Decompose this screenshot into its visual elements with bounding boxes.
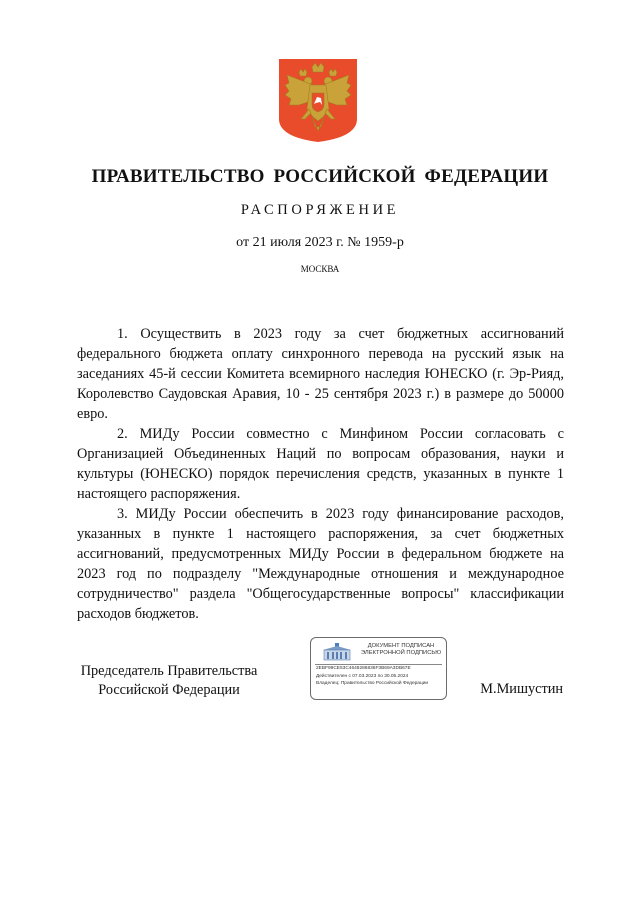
document-city: МОСКВА [300,264,340,274]
esig-title: ДОКУМЕНТ ПОДПИСАН ЭЛЕКТРОННОЙ ПОДПИСЬЮ [360,643,442,656]
paragraph-2: 2. МИДу России совместно с Минфином России согласовать с Организацией Объединенных Наций по вопросам образования, науки и культуры (ЮНЕСКО) порядок перечисления средств, указанных в пункте 1 настоящего распоряжения. [77,426,564,502]
esig-divider [315,664,442,665]
document-body [77,324,564,624]
electronic-signature-stamp [310,637,447,700]
government-title: ПРАВИТЕЛЬСТВО РОССИЙСКОЙ ФЕДЕРАЦИИ [91,166,549,187]
document-type: РАСПОРЯЖЕНИЕ [240,202,400,218]
signer-position-line-1: Председатель Правительства [80,663,258,679]
esig-owner: Владелец: Правительство Российской Федерации [316,681,429,686]
esig-validity: Действителен с 07.03.2023 по 30.05.2024 [316,674,409,679]
esig-serial: 2EBF99CE53C4648286836F3B69A3DB67E [316,666,411,671]
paragraph-1: 1. Осуществить в 2023 году за счет бюджетных ассигнований федерального бюджета оплату синхронного перевода на русский язык на заседаниях 45-й сессии Комитета всемирного наследия ЮНЕСКО (г. Эр-Рияд, Королевство Саудовская Аравия, 10 - 25 сентября 2023 г.) в размере до 50000 евро. [77,326,564,422]
paragraph-3: 3. МИДу России обеспечить в 2023 году финансирование расходов, указанных в пункте 1 настоящего распоряжения, за счет бюджетных ассигнований, предусмотренных МИДу России в федеральном бюджете на 2023 год по подразделу "Международные отношения и международное сотрудничество" раздела "Общегосударственные вопросы" классификации расходов бюджетов. [77,506,564,622]
document-date-number: от 21 июля 2023 г. № 1959-р [236,235,404,250]
signer-name: М.Мишустин [480,681,563,697]
signer-position-line-2: Российской Федерации [98,682,240,698]
signer-position [60,662,278,700]
russian-coat-of-arms-icon [277,57,359,143]
government-building-icon [317,642,357,662]
